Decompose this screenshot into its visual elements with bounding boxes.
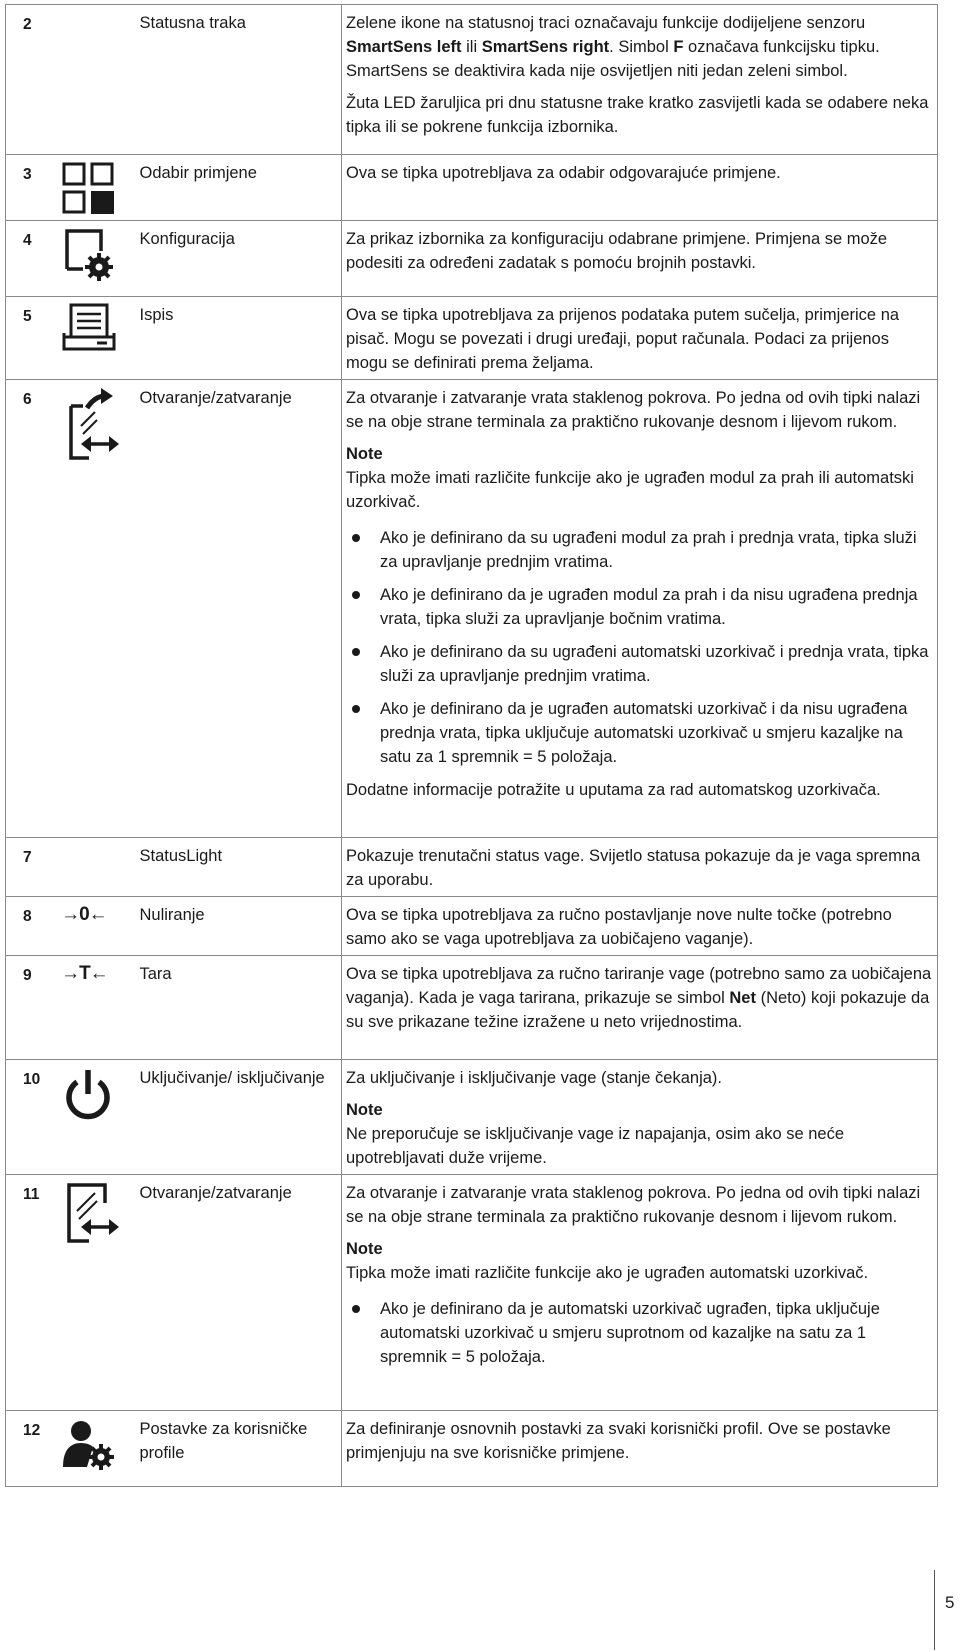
table-row: 6 Otvaranje/zatvaranje Za otvaranje i zatvaranje vrata staklenog pokrova. Po jedna od ovih tipki nalazi se na obje strane terminala za praktično rukovanje desnom i lijevom rukom. Note Tipka može imati različite funkcije ako je ugrađen modul za prah ili automatski uzorkivač. Ako je definirano da su ugrađeni modul za prah i prednja vrata, tipka služi za upravljanje prednjim vratima. Ako je definirano da je ugrađen modul za prah i da nisu ugrađena prednja vrata, tipka služi za upravljanje bočnim vratima. Ako je definirano da su ugrađeni automatski uzorkivač i prednja vrata, tipka služi za upravljanje prednjim vratima. Ako je definirano da je ugrađen automatski uzorkivač i da nisu ugrađena prednja vrata, tipka uključuje automatski uzorkivač u smjeru kazaljke na satu za 1 spremnik = 5 položaja. Dodatne informacije potražite u uputama za rad automatskog uzorkivača. [6, 380, 938, 838]
table-row: 9 →T← Tara Ova se tipka upotrebljava za ručno tariranje vage (potrebno samo za uobičajena vaganja). Kada je vaga tarirana, prikazuje se simbol Net (Neto) koji pokazuje da su sve prikazane težine izražene u neto vrijednostima. [6, 956, 938, 1060]
bullet-list [346, 526, 933, 769]
table-row: 11 Otvaranje/zatvaranje Za otvaranje i zatvaranje vrata staklenog pokrova. Po jedna od ovih tipki nalazi se na obje strane terminala za praktično rukovanje desnom i lijevom rukom. Note Tipka može imati različite funkcije ako je ugrađen automatski uzorkivač. Ako je definirano da je automatski uzorkivač ugrađen, tipka uključuje automatski uzorkivač u smjeru suprotnom od kazaljke na satu za 1 spremnik = 5 položaja. [6, 1175, 938, 1411]
user-settings-icon [61, 1417, 131, 1473]
row-name: Statusna traka [136, 5, 342, 155]
zero-arrows-icon: →0← [61, 904, 107, 925]
bullet-list [346, 1297, 933, 1369]
table-row: 3 Odabir primjene Ova se tipka upotrebljava za odabir odgovarajuće primjene. [6, 155, 938, 221]
table-row: 4 Konfiguracija Za prikaz izbornika za konfiguraciju odabrane primjene. Primjena se može podesiti za određeni zadatak s pomoću brojnih postavki. [6, 221, 938, 297]
table-row: 8 →0← Nuliranje Ova se tipka upotrebljava za ručno postavljanje nove nulte točke (potrebno samo ako se vaga upotrebljava za uobičajeno vaganje). [6, 897, 938, 956]
table-row: 5 Ispis Ova se tipka upotrebljava za prijenos podataka putem sučelja, primjerice na pisač. Mogu se povezati i drugi uređaji, poput računala. Podaci za prijenos mogu se definirati prema željama. [6, 297, 938, 380]
page-divider [934, 1570, 935, 1650]
list-item: Ako je definirano da su ugrađeni modul za prah i prednja vrata, tipka služi za upravljanje prednjim vratima. [346, 526, 933, 574]
tare-arrows-icon: →T← [61, 963, 108, 984]
list-item: Ako je definirano da je ugrađen modul za prah i da nisu ugrađena prednja vrata, tipka služi za upravljanje bočnim vratima. [346, 583, 933, 631]
row-number-cell [6, 5, 136, 155]
key-description-table [5, 4, 938, 1487]
table-row: 12 Postavke za korisničke profile Za definiranje osnovnih postavki za svaki korisnički profil. Ove se postavke primjenjuju na sve korisničke primjene. [6, 1411, 938, 1487]
table-row: 10 Uključivanje/ isključivanje Za uključivanje i isključivanje vage (stanje čekanja). Note Ne preporučuje se isključivanje vage iz napajanja, osim ako se neće upotrebljavati duže vrijeme. [6, 1060, 938, 1175]
row-number: 2 [23, 16, 32, 33]
power-icon [61, 1066, 131, 1122]
note-label: Note [346, 445, 383, 463]
application-grid-icon [61, 161, 131, 215]
configuration-icon [61, 227, 131, 283]
row-description: Zelene ikone na statusnoj traci označavaju funkcije dodijeljene senzoru SmartSens left ili SmartSens right. Simbol F označava funkcijsku tipku. SmartSens se deaktivira kada nije osvijetljen niti jedan zeleni simbol. Žuta LED žaruljica pri dnu statusne trake kratko zasvijetli kada se odabere neka tipka ili se pokrene funkcija izbornika. [342, 5, 938, 155]
door-arrow-icon [61, 1181, 131, 1247]
door-open-close-arrow-icon [61, 386, 131, 462]
printer-icon [61, 303, 131, 355]
list-item: Ako je definirano da je ugrađen automatski uzorkivač i da nisu ugrađena prednja vrata, tipka uključuje automatski uzorkivač u smjeru kazaljke na satu za 1 spremnik = 5 položaja. [346, 697, 933, 769]
table-row: 7 StatusLight Pokazuje trenutačni status vage. Svijetlo statusa pokazuje da je vaga spremna za uporabu. [6, 838, 938, 897]
note-label: Note [346, 1240, 383, 1258]
page-number: 5 [945, 1593, 955, 1612]
list-item: Ako je definirano da su ugrađeni automatski uzorkivač i prednja vrata, tipka služi za upravljanje prednjim vratima. [346, 640, 933, 688]
note-label: Note [346, 1101, 383, 1119]
row-number-cell: 3 [6, 155, 136, 221]
table-row [6, 5, 938, 155]
list-item: Ako je definirano da je automatski uzorkivač ugrađen, tipka uključuje automatski uzorkivač u smjeru suprotnom od kazaljke na satu za 1 spremnik = 5 položaja. [346, 1297, 933, 1369]
